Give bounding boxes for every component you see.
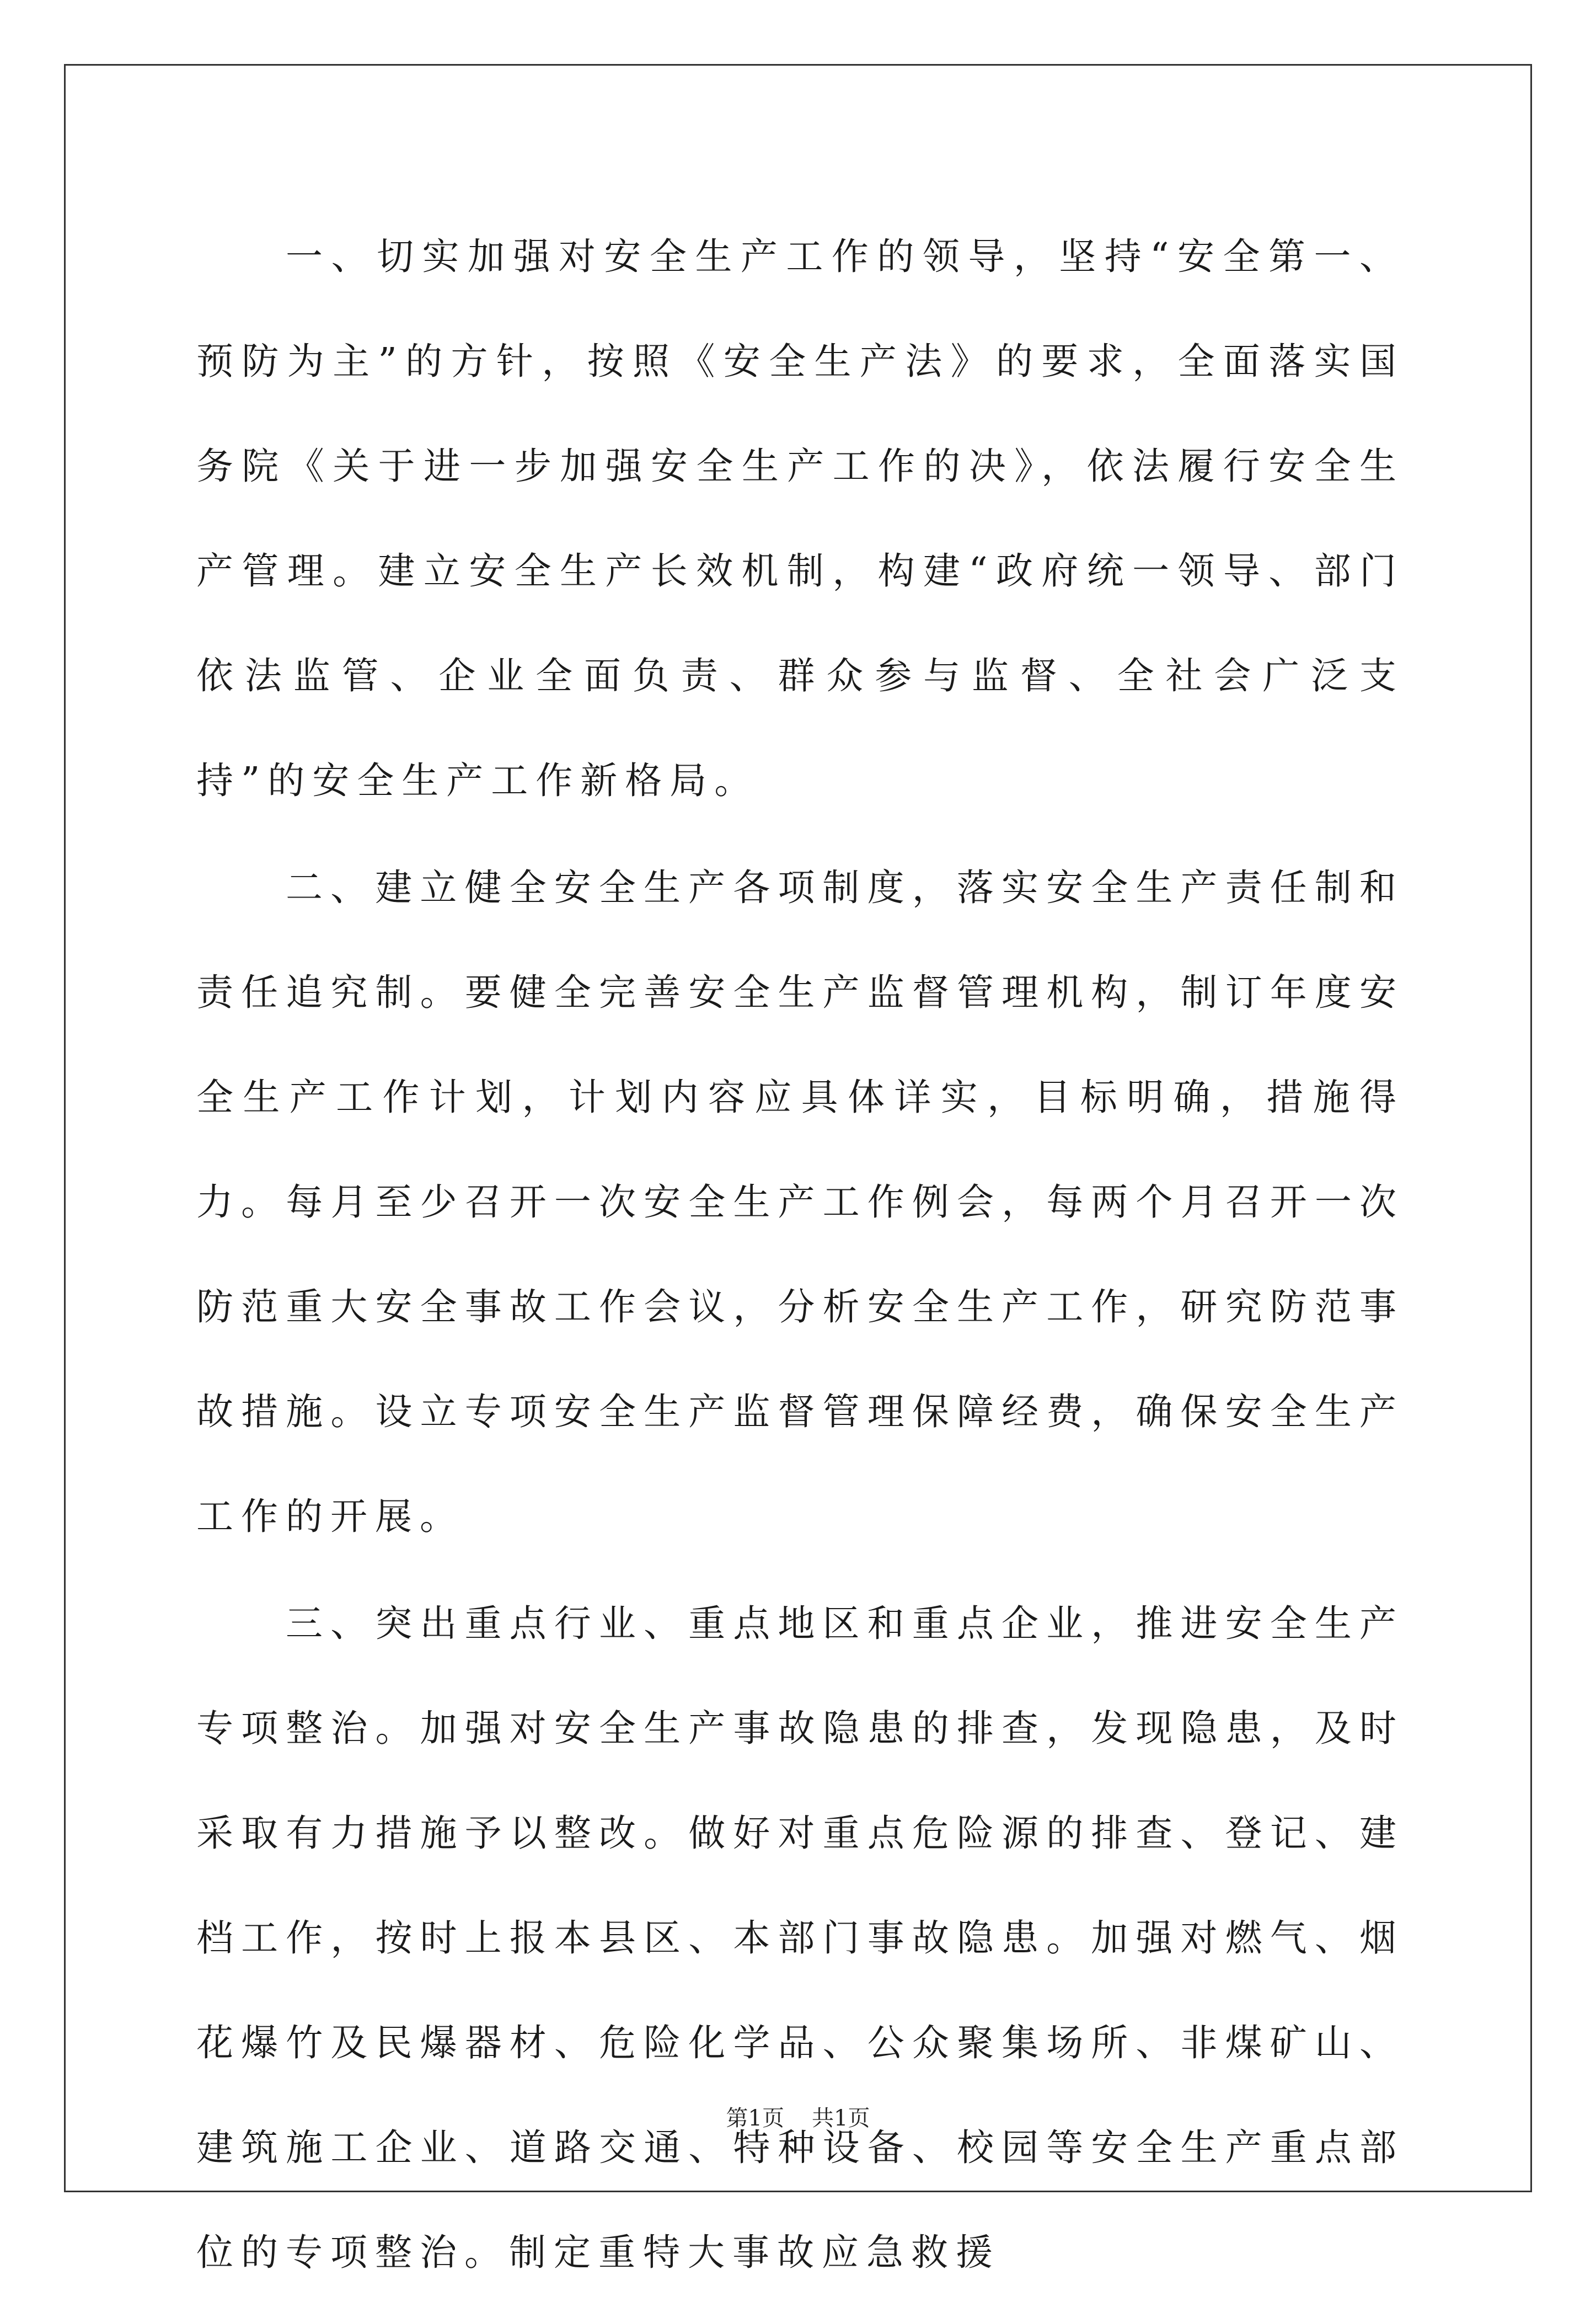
page-number-total: 共1页: [812, 2106, 870, 2131]
page-number-current: 第1页: [726, 2106, 784, 2131]
paragraph-1: 一、切实加强对安全生产工作的领导，坚持“安全第一、预防为主”的方针，按照《安全生产法》的要求，全面落实国务院《关于进一步加强安全生产工作的决》，依法履行安全生产管理。建立安全生产长效机制，构建“政府统一领导、部门依法监管、企业全面负责、群众参与监督、全社会广泛支持”的安全生产工作新格局。: [196, 235, 1404, 802]
page-footer: [0, 2105, 1596, 2132]
document-body: [196, 204, 1404, 2307]
paragraph-3: 三、突出重点行业、重点地区和重点企业，推进安全生产专项整治。加强对安全生产事故隐患的排查，发现隐患，及时采取有力措施予以整改。做好对重点危险源的排查、登记、建档工作，按时上报本县区、本部门事故隐患。加强对燃气、烟花爆竹及民爆器材、危险化学品、公众聚集场所、非煤矿山、建筑施工企业、道路交通、特种设备、校园等安全生产重点部位的专项整治。制定重特大事故应急救援: [196, 1602, 1404, 2274]
paragraph-2: 二、建立健全安全生产各项制度，落实安全生产责任制和责任追究制。要健全完善安全生产监督管理机构，制订年度安全生产工作计划，计划内容应具体详实，目标明确，措施得力。每月至少召开一次安全生产工作例会，每两个月召开一次防范重大安全事故工作会议，分析安全生产工作，研究防范事故措施。设立专项安全生产监督管理保障经费，确保安全生产工作的开展。: [196, 866, 1404, 1538]
